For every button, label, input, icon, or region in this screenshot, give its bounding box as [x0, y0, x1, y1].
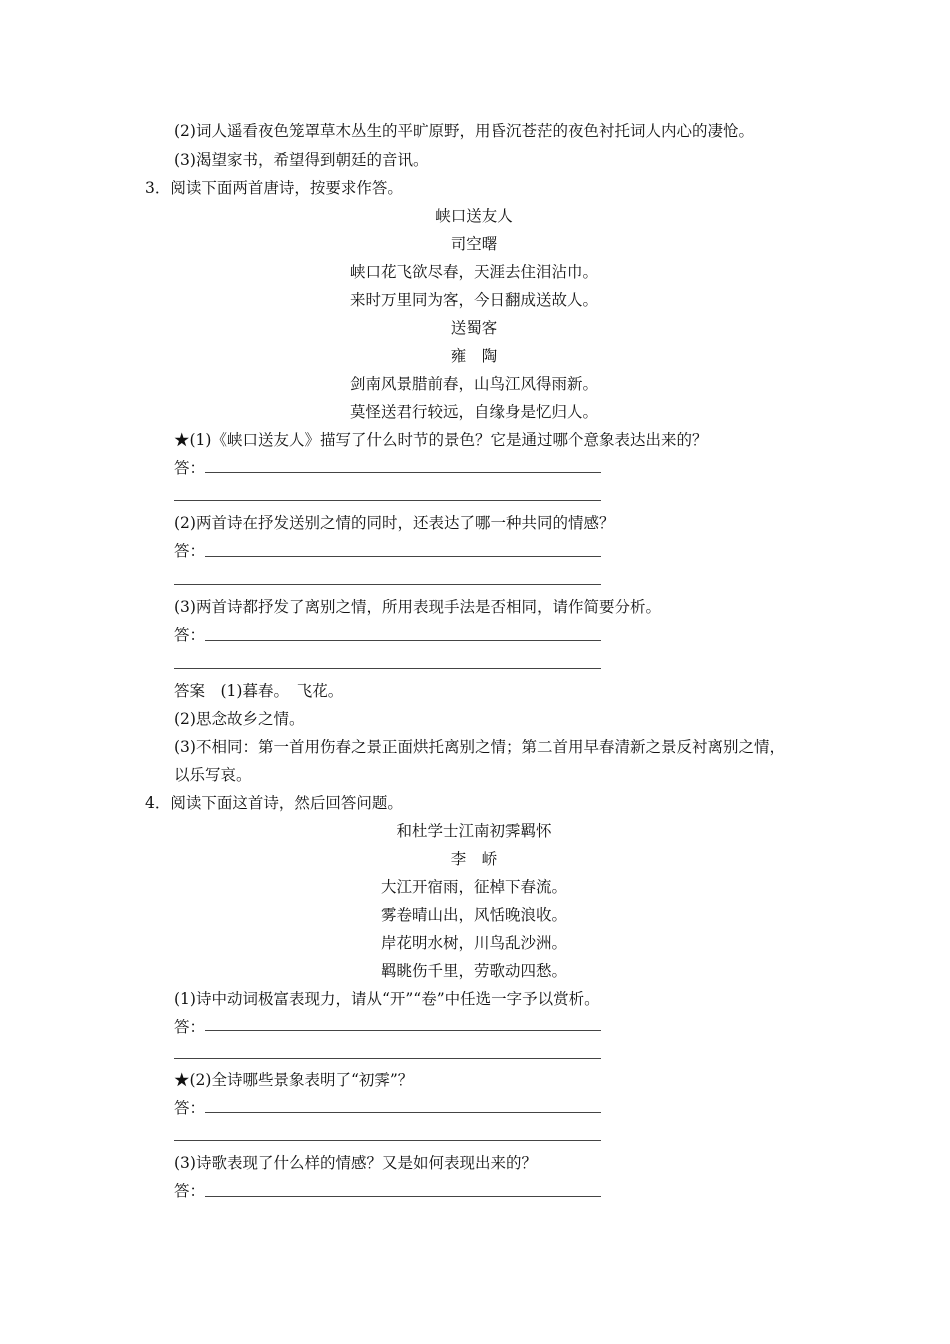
prev-answer-2: (2)词人遥看夜色笼罩草木丛生的平旷原野，用昏沉苍茫的夜色衬托词人内心的凄怆。 [174, 122, 754, 140]
answer-line [205, 556, 601, 557]
q3-key-3-cont: 以乐写哀。 [174, 766, 252, 784]
poem2-title: 送蜀客 [450, 319, 498, 337]
q3-key-1: 答案 (1)暮春。 飞花。 [174, 682, 344, 700]
q4-question-1: (1)诗中动词极富表现力，请从“开”“卷”中任选一字予以赏析。 [174, 990, 600, 1008]
answer-line [174, 500, 601, 501]
answer-line [205, 1030, 601, 1031]
answer-line [174, 668, 601, 669]
q3-answer-label-2: 答： [174, 542, 206, 560]
answer-line [205, 1196, 601, 1197]
poem1-line: 来时万里同为客，今日翻成送故人。 [349, 291, 598, 309]
q4-question-2: ★(2)全诗哪些景象表明了“初霁”？ [174, 1071, 414, 1089]
q4-question-3: (3)诗歌表现了什么样的情感？又是如何表现出来的？ [174, 1154, 537, 1172]
answer-line [174, 584, 601, 585]
q3-answer-label-3: 答： [174, 626, 206, 644]
q3-key-2: (2)思念故乡之情。 [174, 710, 305, 728]
q4-answer-label-3: 答： [174, 1182, 206, 1200]
poem3-title: 和杜学士江南初霁羁怀 [396, 822, 552, 840]
q3-question-3: (3)两首诗都抒发了离别之情，所用表现手法是否相同，请作简要分析。 [174, 598, 661, 616]
poem2-line: 莫怪送君行较远，自缘身是忆归人。 [349, 403, 598, 421]
answer-line [174, 1140, 601, 1141]
q3-answer-label-1: 答： [174, 459, 206, 477]
answer-line [205, 1112, 601, 1113]
poem2-line: 剑南风景腊前春，山鸟江风得雨新。 [349, 375, 598, 393]
q3-key-3: (3)不相同：第一首用伤春之景正面烘托离别之情；第二首用早春清新之景反衬离别之情， [174, 738, 785, 756]
q3-question-2: (2)两首诗在抒发送别之情的同时，还表达了哪一种共同的情感？ [174, 514, 615, 532]
poem3-line: 雾卷晴山出，风恬晚浪收。 [380, 906, 567, 924]
question-3-stem: 3．阅读下面两首唐诗，按要求作答。 [145, 179, 403, 197]
poem1-line: 峡口花飞欲尽春，天涯去住泪沾巾。 [349, 263, 598, 281]
poem1-author: 司空曙 [450, 235, 498, 253]
q4-answer-label-2: 答： [174, 1099, 206, 1117]
poem1-title: 峡口送友人 [435, 207, 513, 225]
answer-line [174, 1058, 601, 1059]
poem3-line: 羁眺伤千里，劳歌动四愁。 [380, 962, 567, 980]
poem3-line: 岸花明水树，川鸟乱沙洲。 [380, 934, 567, 952]
answer-line [205, 472, 601, 473]
q3-question-1: ★(1)《峡口送友人》描写了什么时节的景色？它是通过哪个意象表达出来的？ [174, 431, 708, 449]
poem3-line: 大江开宿雨，征棹下春流。 [380, 878, 567, 896]
prev-answer-3: (3)渴望家书，希望得到朝廷的音讯。 [174, 151, 429, 169]
q4-answer-label-1: 答： [174, 1018, 206, 1036]
answer-line [205, 640, 601, 641]
poem2-author: 雍 陶 [450, 347, 498, 365]
question-4-stem: 4．阅读下面这首诗，然后回答问题。 [145, 794, 403, 812]
poem3-author: 李 峤 [450, 850, 498, 868]
